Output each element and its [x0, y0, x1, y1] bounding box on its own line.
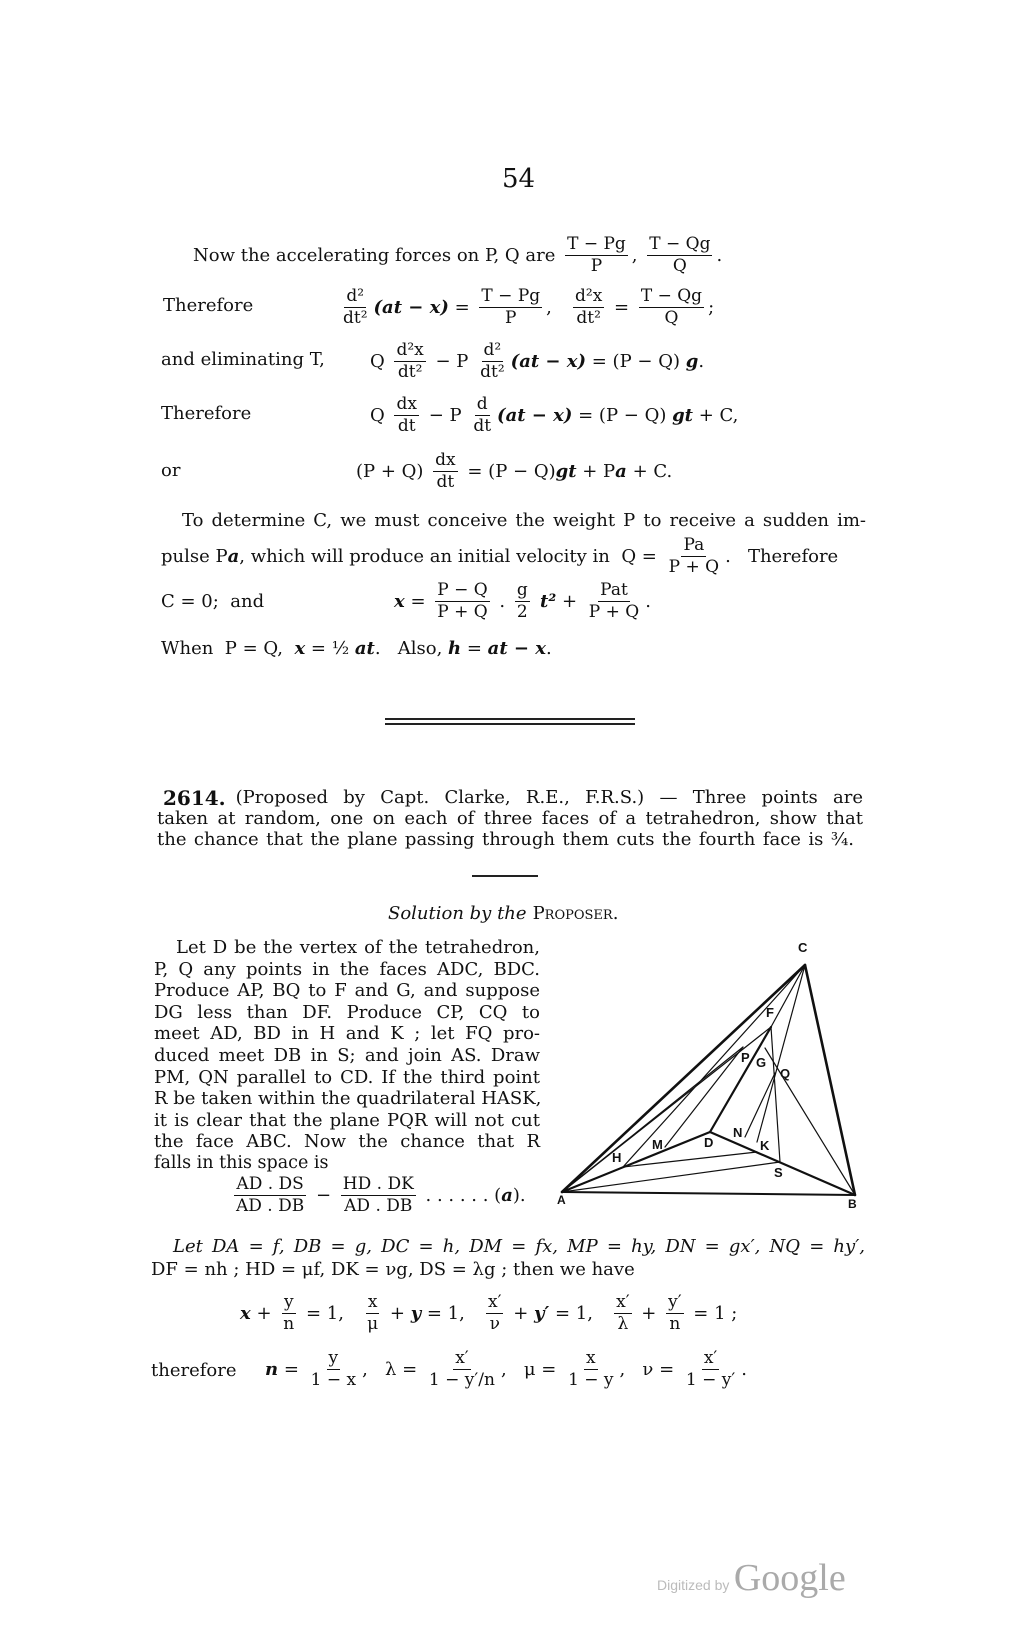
- math-text: = ½: [305, 638, 355, 659]
- math-text: = 1,: [300, 1302, 362, 1324]
- problem-line: taken at random, one on each of three faces of a tetrahedron, show that: [157, 808, 863, 829]
- fraction-numerator: d: [476, 394, 488, 414]
- math-text: Q: [370, 404, 391, 426]
- math-variable: y: [410, 1302, 422, 1324]
- math-text: = 1,: [549, 1302, 611, 1324]
- math-text: +: [250, 1302, 278, 1324]
- math-text: ;: [708, 296, 715, 318]
- math-text: . Therefore: [725, 545, 839, 567]
- math-variable: (at − x): [497, 404, 573, 426]
- column-line: R be taken within the quadrilateral HASK,: [154, 1088, 542, 1110]
- fraction-numerator: HD . DK: [342, 1174, 414, 1194]
- math-text: (P + Q): [356, 460, 430, 482]
- math-text: When P = Q,: [161, 638, 295, 659]
- fraction-denominator: Q: [672, 256, 687, 276]
- math-variable: t²: [533, 590, 557, 612]
- math-variable: n: [265, 1358, 279, 1380]
- math-text: =: [461, 638, 488, 659]
- fraction-numerator: T − Pg: [481, 286, 541, 306]
- fraction-numerator: x′: [616, 1292, 630, 1312]
- fraction-denominator: μ: [367, 1314, 379, 1334]
- fraction-numerator: d²x: [396, 340, 424, 360]
- fraction-numerator: Pa: [683, 535, 705, 555]
- label-m: M: [652, 1137, 663, 1152]
- page-number: 54: [502, 164, 536, 194]
- math-variable: a: [501, 1184, 513, 1206]
- fraction-denominator: AD . DB: [236, 1196, 305, 1216]
- fraction-denominator: P + Q: [668, 557, 720, 577]
- math-text: ,: [546, 296, 570, 318]
- fraction-denominator: P + Q: [588, 602, 640, 622]
- math-text: = (P − Q): [586, 350, 686, 372]
- math-text: +: [507, 1302, 535, 1324]
- math-variable: a: [227, 545, 240, 567]
- math-text: , λ =: [362, 1358, 423, 1380]
- equation-line: [240, 1294, 737, 1333]
- edge-db: [710, 1132, 855, 1195]
- math-text: +: [635, 1302, 663, 1324]
- fraction-numerator: T − Pg: [567, 234, 626, 254]
- column-line: the face ABC. Now the chance that R: [154, 1131, 540, 1153]
- column-line: PM, QN parallel to CD. If the third point: [154, 1066, 540, 1088]
- watermark-prefix: Digitized by: [657, 1577, 730, 1593]
- fraction-denominator: n: [669, 1314, 681, 1334]
- label-h: H: [612, 1150, 622, 1165]
- fraction-denominator: AD . DB: [344, 1196, 413, 1216]
- math-text: .: [645, 590, 651, 612]
- fraction: [614, 1294, 631, 1333]
- math-text: +: [384, 1302, 411, 1324]
- math-text: Now the accelerating forces on P, Q are: [193, 244, 562, 266]
- math-text: = (P − Q): [572, 404, 673, 426]
- math-variable: x: [240, 1302, 251, 1324]
- fraction-denominator: n: [283, 1314, 295, 1334]
- label-g: G: [756, 1055, 767, 1070]
- math-variable: h: [448, 638, 462, 659]
- column-line: DG less than DF. Produce CP, CQ to: [154, 1001, 540, 1023]
- math-variable: (at − x): [510, 350, 587, 372]
- math-text: =: [448, 296, 476, 318]
- label-s: S: [774, 1165, 783, 1180]
- math-variable: y′: [534, 1302, 550, 1324]
- fraction-denominator: λ: [617, 1314, 629, 1334]
- math-text: = (P − Q): [461, 460, 556, 482]
- digitized-by-google-watermark: [657, 1556, 846, 1600]
- math-variable: g: [685, 350, 699, 372]
- label-therefore: [151, 1362, 237, 1380]
- math-text: = 1,: [421, 1302, 483, 1324]
- fraction-numerator: g: [516, 580, 528, 600]
- math-text: Therefore: [163, 295, 254, 316]
- fraction: [281, 1294, 296, 1333]
- fraction: [486, 1294, 503, 1333]
- label-d: D: [704, 1135, 714, 1150]
- math-text: + P: [576, 460, 616, 482]
- fraction-numerator: P − Q: [437, 580, 488, 600]
- label-a: A: [557, 1193, 566, 1207]
- math-text: pulse P: [161, 545, 228, 567]
- math-text: − P: [422, 404, 468, 426]
- fraction-denominator: P + Q: [437, 602, 488, 622]
- label-c: C: [798, 940, 808, 955]
- fraction: [365, 1294, 380, 1333]
- label-n: N: [733, 1125, 743, 1140]
- math-text: + C.: [626, 460, 673, 482]
- math-text: , ν =: [619, 1358, 680, 1380]
- fraction-denominator: dt: [397, 416, 416, 436]
- label-q: Q: [780, 1066, 791, 1081]
- label-k: K: [760, 1138, 770, 1153]
- column-line: falls in this space is: [154, 1152, 329, 1173]
- math-text: therefore: [151, 1360, 237, 1381]
- fraction-denominator: P: [590, 256, 603, 276]
- math-text: ,: [631, 244, 644, 266]
- math-text: .: [741, 1358, 747, 1380]
- math-text: −: [310, 1184, 337, 1206]
- math-text: ).: [512, 1184, 526, 1206]
- math-text: . Also,: [374, 638, 449, 659]
- label-p: P: [741, 1050, 750, 1065]
- math-text: .: [698, 350, 705, 372]
- fraction-denominator: dt²: [480, 362, 505, 382]
- edge-cb: [805, 965, 855, 1195]
- math-variable: a: [615, 460, 627, 482]
- fraction-numerator: T − Qg: [640, 286, 703, 306]
- math-text: +: [556, 590, 583, 612]
- fraction-numerator: AD . DS: [236, 1174, 304, 1194]
- math-text: .: [493, 590, 511, 612]
- fraction-numerator: T − Qg: [649, 234, 711, 254]
- math-text: − P: [429, 350, 475, 372]
- fraction: [684, 1350, 737, 1389]
- math-variable: (at − x): [373, 296, 449, 318]
- fraction-numerator: x′: [488, 1292, 502, 1312]
- column-line: duced meet DB in S; and join AS. Draw: [154, 1044, 540, 1066]
- fraction-denominator: dt²: [397, 362, 423, 382]
- column-line: meet AD, BD in H and K ; let FQ pro-: [154, 1023, 540, 1045]
- definitions-line: Let DA = f, DB = g, DC = h, DM = fx, MP = hy, DN = gx′, NQ = hy′,: [173, 1236, 865, 1257]
- fraction-numerator: x′: [455, 1348, 469, 1368]
- problem-number: 2614.: [163, 786, 226, 810]
- fraction: [427, 1350, 497, 1389]
- fraction-denominator: ν: [489, 1314, 500, 1334]
- math-text: =: [278, 1358, 305, 1380]
- math-text: Q: [370, 350, 391, 372]
- solution-heading-italic: Solution by the: [388, 903, 527, 924]
- line-qn: [745, 1073, 775, 1137]
- math-variable: at − x: [487, 638, 546, 659]
- fraction-numerator: dx: [396, 394, 417, 414]
- edge-df: [710, 1027, 771, 1132]
- problem-line: the chance that the plane passing through them cuts the fourth face is ¾.: [157, 829, 854, 850]
- math-text: or: [161, 460, 181, 481]
- column-line: Produce AP, BQ to F and G, and suppose: [154, 980, 540, 1002]
- fraction-denominator: P: [505, 308, 517, 328]
- fraction-numerator: Pat: [600, 580, 628, 600]
- fraction-numerator: d²x: [575, 286, 603, 306]
- line-fs: [771, 1027, 780, 1162]
- math-text: + C,: [693, 404, 739, 426]
- fraction-denominator: 1 − y: [568, 1370, 614, 1390]
- label-b: B: [848, 1197, 857, 1211]
- math-text: C = 0; and: [161, 591, 265, 612]
- math-text: Therefore: [161, 403, 252, 424]
- math-variable: x: [394, 590, 405, 612]
- math-text: =: [404, 590, 432, 612]
- google-logo: Google: [733, 1557, 846, 1599]
- definitions-line: DF = nh ; HD = μf, DK = νg, DS = λg ; then we have: [151, 1259, 635, 1280]
- fraction-numerator: y: [328, 1348, 339, 1368]
- fraction-denominator: dt: [473, 416, 492, 436]
- fraction-numerator: x: [367, 1292, 378, 1312]
- math-text: .: [546, 638, 552, 659]
- math-variable: at: [354, 638, 375, 659]
- math-text: and eliminating T,: [161, 349, 325, 370]
- fraction-denominator: dt²: [576, 308, 601, 328]
- math-text: . . . . . . (: [419, 1184, 502, 1206]
- math-variable: gt: [672, 404, 693, 426]
- fraction-numerator: d²: [346, 286, 365, 306]
- problem-text: (Proposed by Capt. Clarke, R.E., F.R.S.) — Three points are: [235, 787, 863, 808]
- fraction-denominator: dt²: [343, 308, 368, 328]
- fraction: [666, 1294, 683, 1333]
- math-text: =: [608, 296, 635, 318]
- fraction: [566, 1350, 615, 1389]
- fraction-denominator: 1 − y′: [685, 1370, 736, 1390]
- fraction-denominator: 1 − x: [310, 1370, 357, 1390]
- math-text: , μ =: [500, 1358, 563, 1380]
- fraction-denominator: Q: [664, 308, 679, 328]
- label-f: F: [766, 1005, 774, 1020]
- fraction-numerator: x′: [703, 1348, 718, 1368]
- fraction-denominator: dt: [436, 472, 455, 492]
- fraction-denominator: 1 − y′/n: [428, 1370, 495, 1390]
- fraction-numerator: d²: [483, 340, 502, 360]
- fraction-numerator: y: [283, 1292, 294, 1312]
- math-variable: x: [294, 638, 306, 659]
- fraction-denominator: 2: [516, 602, 528, 622]
- fraction-numerator: x: [586, 1348, 596, 1368]
- edge-ab: [562, 1192, 855, 1195]
- edge-fc: [771, 965, 805, 1027]
- math-text: , which will produce an initial velocity in Q =: [239, 545, 663, 567]
- math-variable: gt: [555, 460, 577, 482]
- math-text: .: [716, 244, 723, 266]
- solution-heading-name: Proposer.: [532, 903, 619, 924]
- fraction-numerator: dx: [435, 450, 456, 470]
- equation-line: [265, 1350, 747, 1389]
- column-line: it is clear that the plane PQR will not cut: [154, 1109, 540, 1131]
- fraction-numerator: y′: [668, 1292, 682, 1312]
- fraction: [309, 1350, 358, 1389]
- paragraph-line: To determine C, we must conceive the weight P to receive a sudden im-: [182, 510, 866, 531]
- column-line: P, Q any points in the faces ADC, BDC.: [154, 958, 540, 980]
- math-text: = 1 ;: [687, 1302, 738, 1324]
- column-line: Let D be the vertex of the tetrahedron,: [176, 937, 540, 958]
